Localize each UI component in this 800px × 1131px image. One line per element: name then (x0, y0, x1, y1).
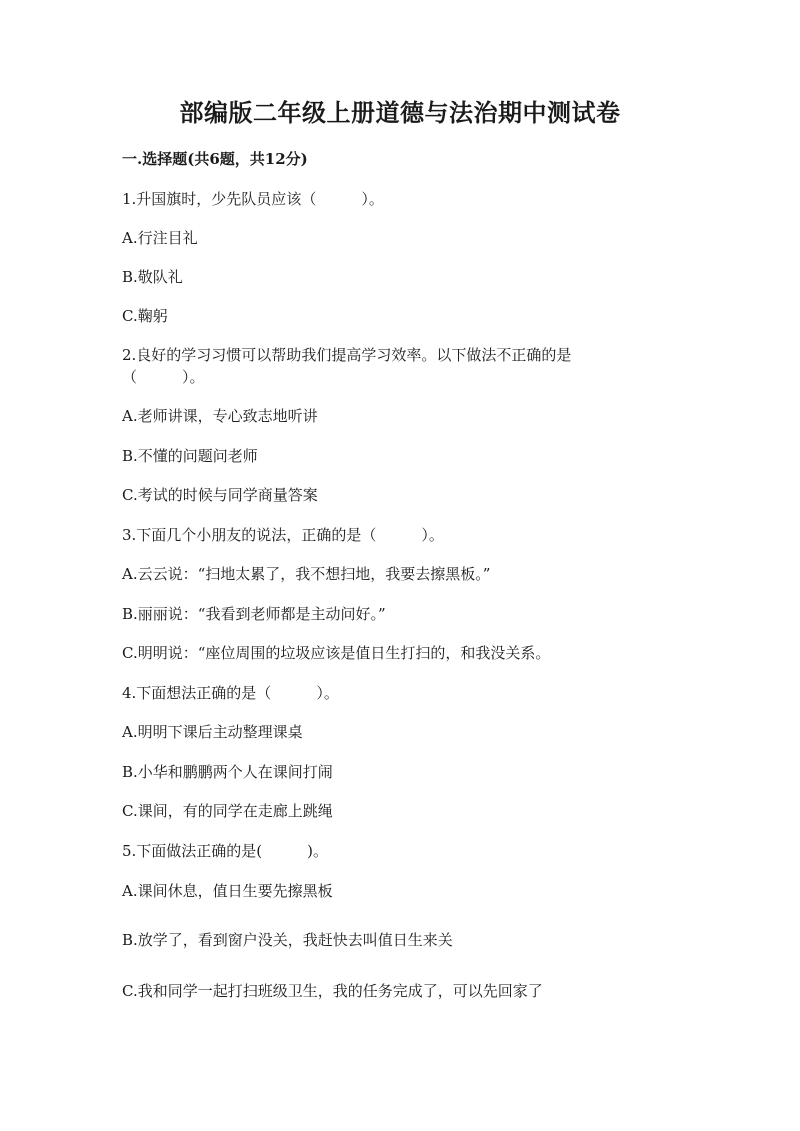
question-3-option-b: B.丽丽说：“我看到老师都是主动问好。” (122, 605, 386, 623)
question-2-stem: 2.良好的学习习惯可以帮助我们提高学习效率。以下做法不正确的是 (122, 346, 572, 364)
question-3-option-a: A.云云说：“扫地太累了，我不想扫地，我要去擦黑板。” (122, 565, 491, 583)
question-1-option-c: C.鞠躬 (122, 307, 168, 325)
question-3-option-c: C.明明说：“座位周围的垃圾应该是值日生打扫的，和我没关系。 (122, 644, 551, 662)
question-1-stem: 1.升国旗时，少先队员应该（ ）。 (122, 190, 384, 208)
question-5-stem: 5.下面做法正确的是( )。 (122, 842, 329, 860)
question-5-option-c: C.我和同学一起打扫班级卫生，我的任务完成了，可以先回家了 (122, 982, 543, 1000)
question-2-option-c: C.考试的时候与同学商量答案 (122, 486, 318, 504)
exam-title: 部编版二年级上册道德与法治期中测试卷 (179, 98, 621, 127)
question-4-stem: 4.下面想法正确的是（ ）。 (122, 684, 339, 702)
question-1-option-b: B.敬队礼 (122, 268, 183, 286)
question-2-option-b: B.不懂的问题问老师 (122, 447, 258, 465)
question-1-option-a: A.行注目礼 (122, 229, 198, 247)
question-4-option-a: A.明明下课后主动整理课桌 (122, 723, 303, 741)
question-5-option-a: A.课间休息，值日生要先擦黑板 (122, 882, 333, 900)
question-2-stem-cont: （ ）。 (122, 368, 205, 386)
question-4-option-b: B.小华和鹏鹏两个人在课间打闹 (122, 763, 333, 781)
question-3-stem: 3.下面几个小朋友的说法，正确的是（ ）。 (122, 526, 444, 544)
question-2-option-a: A.老师讲课，专心致志地听讲 (122, 407, 318, 425)
question-4-option-c: C.课间，有的同学在走廊上跳绳 (122, 802, 333, 820)
section-heading: 一.选择题(共6题，共12分) (122, 150, 308, 168)
question-5-option-b: B.放学了，看到窗户没关，我赶快去叫值日生来关 (122, 931, 453, 949)
